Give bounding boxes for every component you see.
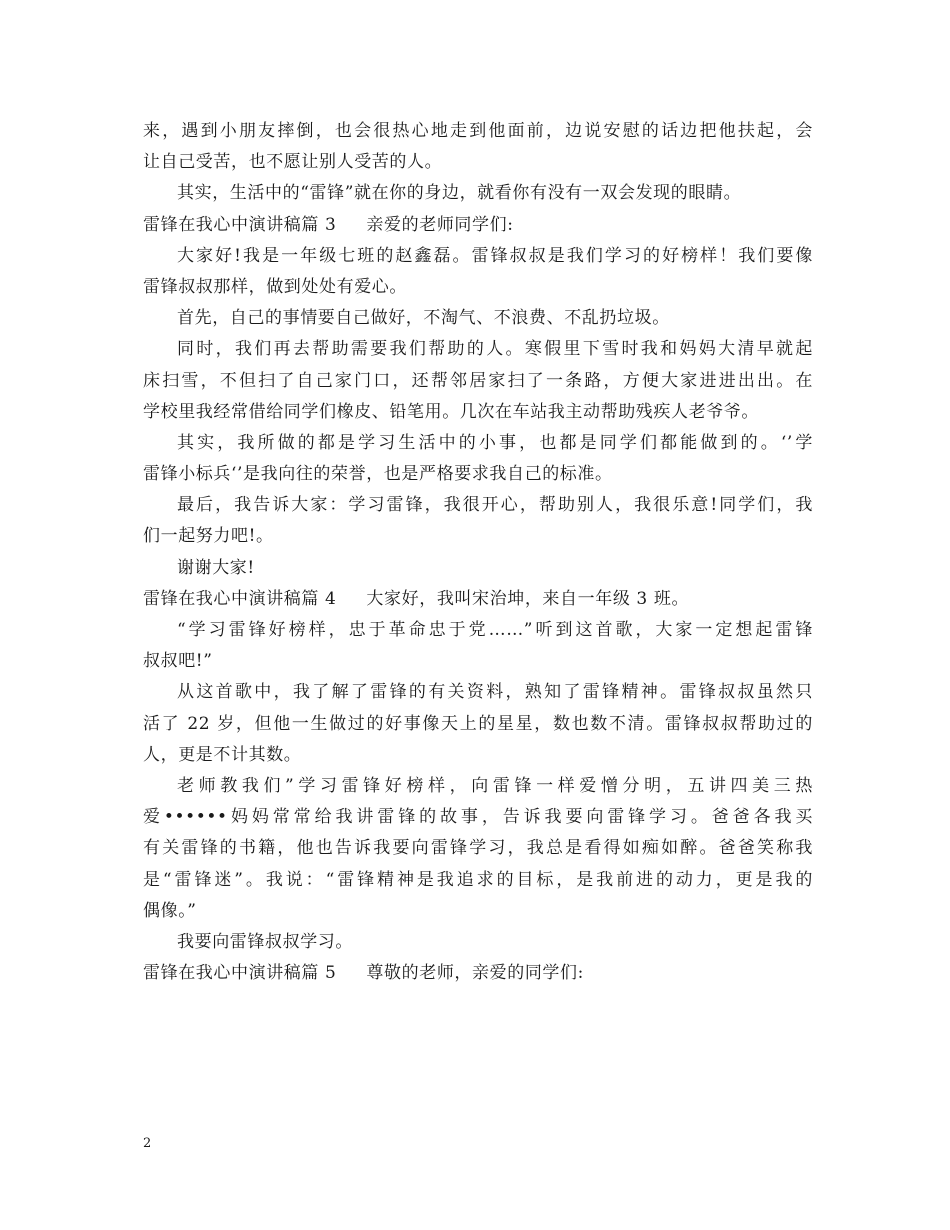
text-line: 床扫雪，不但扫了自己家门口，还帮邻居家扫了一条路，方便大家进进出出。在 — [143, 370, 813, 391]
page-number: 2 — [143, 1136, 152, 1151]
text-line: 最后，我告诉大家：学习雷锋，我很开心，帮助别人，我很乐意!同学们，我 — [177, 495, 813, 516]
section-heading-line — [143, 958, 813, 989]
text-line: 同时，我们再去帮助需要我们帮助的人。寒假里下雪时我和妈妈大清早就起 — [177, 339, 813, 360]
text-line: 谢谢大家! — [177, 557, 255, 578]
section-greeting: 尊敬的老师，亲爱的同学们: — [366, 963, 584, 984]
text-line: 有关雷锋的书籍，他也告诉我要向雷锋学习，我总是看得如痴如醉。爸爸笑称我 — [143, 838, 813, 859]
text-line: 们一起努力吧!。 — [143, 526, 274, 547]
text-line: 爱••••••妈妈常常给我讲雷锋的故事，告诉我要向雷锋学习。爸爸各我买 — [143, 807, 813, 828]
text-line: 大家好!我是一年级七班的赵鑫磊。雷锋叔叔是我们学习的好榜样！我们要像 — [177, 245, 813, 266]
text-line: 让自己受苦，也不愿让别人受苦的人。 — [143, 152, 443, 173]
text-line: 学校里我经常借给同学们橡皮、铅笔用。几次在车站我主动帮助残疾人老爷爷。 — [143, 401, 759, 422]
section-title: 雷锋在我心中演讲稿篇 5 — [143, 963, 337, 984]
section-greeting: 亲爱的老师同学们: — [366, 214, 514, 235]
text-line: 是“雷锋迷”。我说：“雷锋精神是我追求的目标，是我前进的动力，更是我的 — [143, 869, 813, 890]
text-line: 其实，生活中的“雷锋”就在你的身边，就看你有没有一双会发现的眼睛。 — [177, 183, 742, 204]
text-line: 其实，我所做的都是学习生活中的小事，也都是同学们都能做到的。‘’学 — [177, 432, 813, 453]
section-heading-line — [143, 210, 813, 241]
text-line: 雷锋叔叔那样，做到处处有爱心。 — [143, 276, 407, 297]
section-heading-line — [143, 584, 813, 615]
text-line: 人，更是不计其数。 — [143, 744, 302, 765]
text-line: 我要向雷锋叔叔学习。 — [177, 931, 353, 952]
text-line: 来，遇到小朋友摔倒，也会很热心地走到他面前，边说安慰的话边把他扶起，会 — [143, 121, 813, 141]
section-title: 雷锋在我心中演讲稿篇 3 — [143, 214, 337, 235]
section-title: 雷锋在我心中演讲稿篇 4 — [143, 588, 337, 609]
text-line: 首先，自己的事情要自己做好，不淘气、不浪费、不乱扔垃圾。 — [177, 308, 670, 329]
document-body — [143, 116, 813, 989]
text-line: 活了 22 岁，但他一生做过的好事像天上的星星，数也数不清。雷锋叔叔帮助过的 — [143, 713, 813, 734]
text-line: 雷锋小标兵‘’是我向往的荣誉，也是严格要求我自己的标准。 — [143, 464, 613, 485]
text-line: 老师教我们”学习雷锋好榜样，向雷锋一样爱憎分明，五讲四美三热 — [177, 775, 813, 796]
text-line: “学习雷锋好榜样，忠于革命忠于党……”听到这首歌，大家一定想起雷锋 — [177, 620, 813, 640]
text-line: 叔叔吧!” — [143, 651, 213, 672]
text-line: 从这首歌中，我了解了雷锋的有关资料，熟知了雷锋精神。雷锋叔叔虽然只 — [177, 682, 813, 703]
section-greeting: 大家好，我叫宋治坤，来自一年级 3 班。 — [366, 588, 690, 609]
text-line: 偶像。” — [143, 900, 197, 921]
